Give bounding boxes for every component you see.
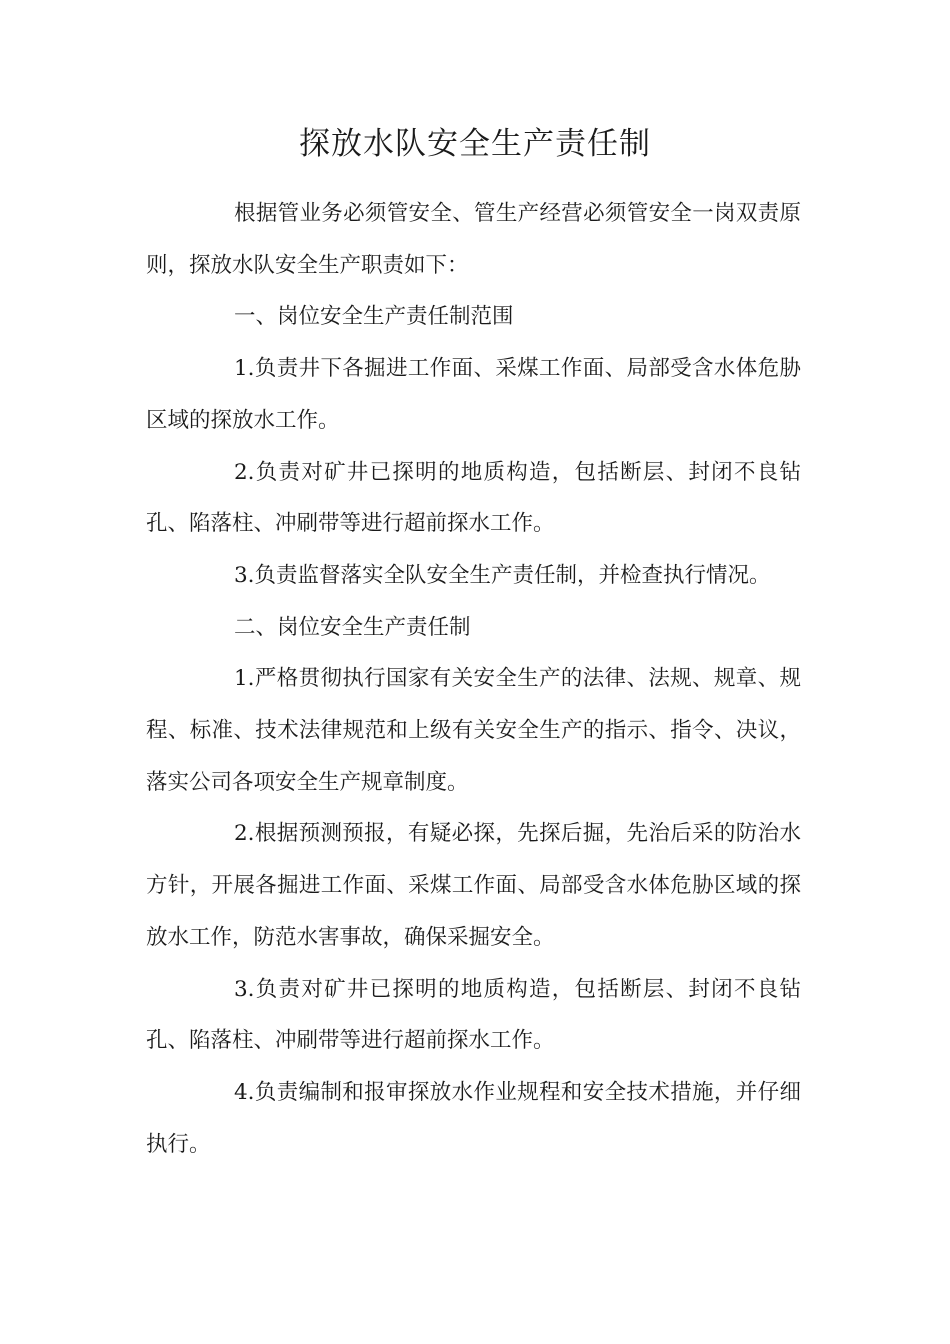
scope-item-1: 1.负责井下各掘进工作面、采煤工作面、局部受含水体危胁区域的探放水工作。: [146, 356, 801, 433]
scope-item-3: 3.负责监督落实全队安全生产责任制，并检查执行情况。: [234, 562, 771, 588]
responsibility-item-2: 2.根据预测预报，有疑必探，先探后掘，先治后采的防治水方针，开展各掘进工作面、采煤工作面、局部受含水体危胁区域的探放水工作，防范水害事故，确保采掘安全。: [146, 821, 801, 950]
responsibility-item-1: 1.严格贯彻执行国家有关安全生产的法律、法规、规章、规程、标准、技术法律规范和上级有关安全生产的指示、指令、决议，落实公司各项安全生产规章制度。: [146, 666, 801, 795]
document-body: [146, 188, 801, 1170]
section-heading-responsibility: 二、岗位安全生产责任制: [234, 614, 471, 640]
scope-item-2: 2.负责对矿井已探明的地质构造，包括断层、封闭不良钻孔、陷落柱、冲刷带等进行超前探水工作。: [146, 459, 801, 537]
responsibility-item-3: 3.负责对矿井已探明的地质构造，包括断层、封闭不良钻孔、陷落柱、冲刷带等进行超前探水工作。: [146, 976, 801, 1054]
document-title: 探放水队安全生产责任制: [299, 126, 651, 162]
intro-paragraph: 根据管业务必须管安全、管生产经营必须管安全一岗双责原则，探放水队安全生产职责如下：: [146, 201, 801, 278]
section-heading-scope: 一、岗位安全生产责任制范围: [234, 304, 514, 330]
responsibility-item-4: 4.负责编制和报审探放水作业规程和安全技术措施，并仔细执行。: [146, 1079, 801, 1157]
